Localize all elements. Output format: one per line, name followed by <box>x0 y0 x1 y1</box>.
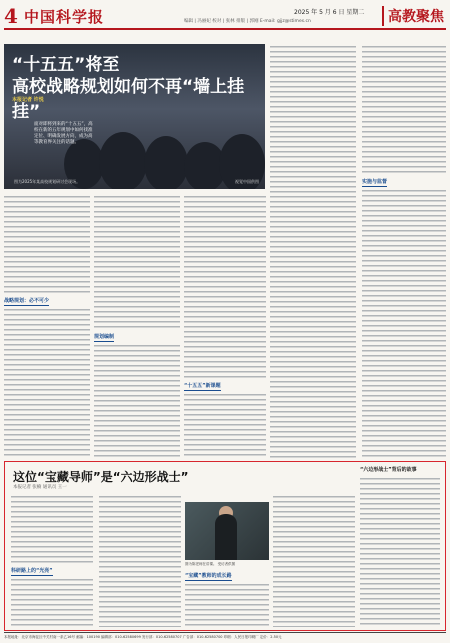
hero-crowd-shape <box>144 136 188 189</box>
photo-caption: 图为陈老师在讲课。 受访者供图 <box>185 562 236 566</box>
text-column <box>184 392 266 459</box>
text-column <box>94 194 180 330</box>
text-column <box>270 44 356 459</box>
hero-credit: 视觉中国供图 <box>235 179 259 184</box>
page-number: 4 <box>4 4 18 28</box>
text-column <box>362 188 446 459</box>
photo-person-body <box>215 514 237 560</box>
paper-name: 中国科学报 <box>24 8 105 26</box>
subhead: 实施与监督 <box>362 179 388 185</box>
text-column <box>273 494 355 627</box>
text-column <box>94 343 180 459</box>
section-name: 高教聚焦 <box>382 6 444 26</box>
hero-caption: 图为2025年某高校规划研讨会现场。 <box>14 179 81 184</box>
text-column <box>11 494 93 564</box>
footer: 本报地址：北京市海淀区中关村南一条乙16号 邮编：100190 编辑部：010-62580699 发行部：010-62580707 广告部：010-62580700 印刷：人民日报印刷厂 定价：2.50元 <box>4 632 446 641</box>
hero-summary: 面对即将到来的“十五五”，高校在新的五年规划中如何找准定位、明确发展方向，成为高等教育界关注的话题。 <box>34 122 93 145</box>
masthead <box>4 4 446 30</box>
subhead: “宝藏”教师的成长路 <box>185 573 232 579</box>
hero-crowd-shape <box>99 132 147 189</box>
subhead: 规划编制 <box>94 334 115 340</box>
text-column <box>362 44 446 174</box>
text-column <box>184 194 266 379</box>
feature-photo <box>185 502 269 560</box>
feature-title: 这位“宝藏导师”是“六边形战士” <box>13 470 189 484</box>
text-column <box>4 307 90 459</box>
hero-byline: 本报记者 许悦 <box>12 97 44 103</box>
editor-line: 编辑 | 冯丽妃 校对 | 张林 排版 | 郭刚 E-mail: gjjz@stimes.cn <box>184 19 311 24</box>
issue-date: 2025 年 5 月 6 日 星期二 <box>294 9 365 16</box>
hero-title-line2: 高校战略规划如何不再“墙上挂挂” <box>12 77 245 122</box>
text-column <box>99 494 181 627</box>
text-column <box>11 577 93 627</box>
text-column <box>4 194 90 294</box>
text-column <box>185 582 269 627</box>
hero-article <box>4 44 265 189</box>
feature-byline: 本报记者 张楠 通讯员 王一 <box>13 485 67 490</box>
subhead: 战略规划：必不可少 <box>4 298 50 304</box>
feature-article <box>4 461 446 631</box>
hero-title-line1: “十五五”将至 <box>12 55 120 75</box>
text-column <box>360 476 440 627</box>
subhead: 科研路上的“光亮” <box>11 568 53 574</box>
subhead: “十五五”新课题 <box>184 383 221 389</box>
sidebar-title: “六边形战士”背后的故事 <box>360 467 417 473</box>
